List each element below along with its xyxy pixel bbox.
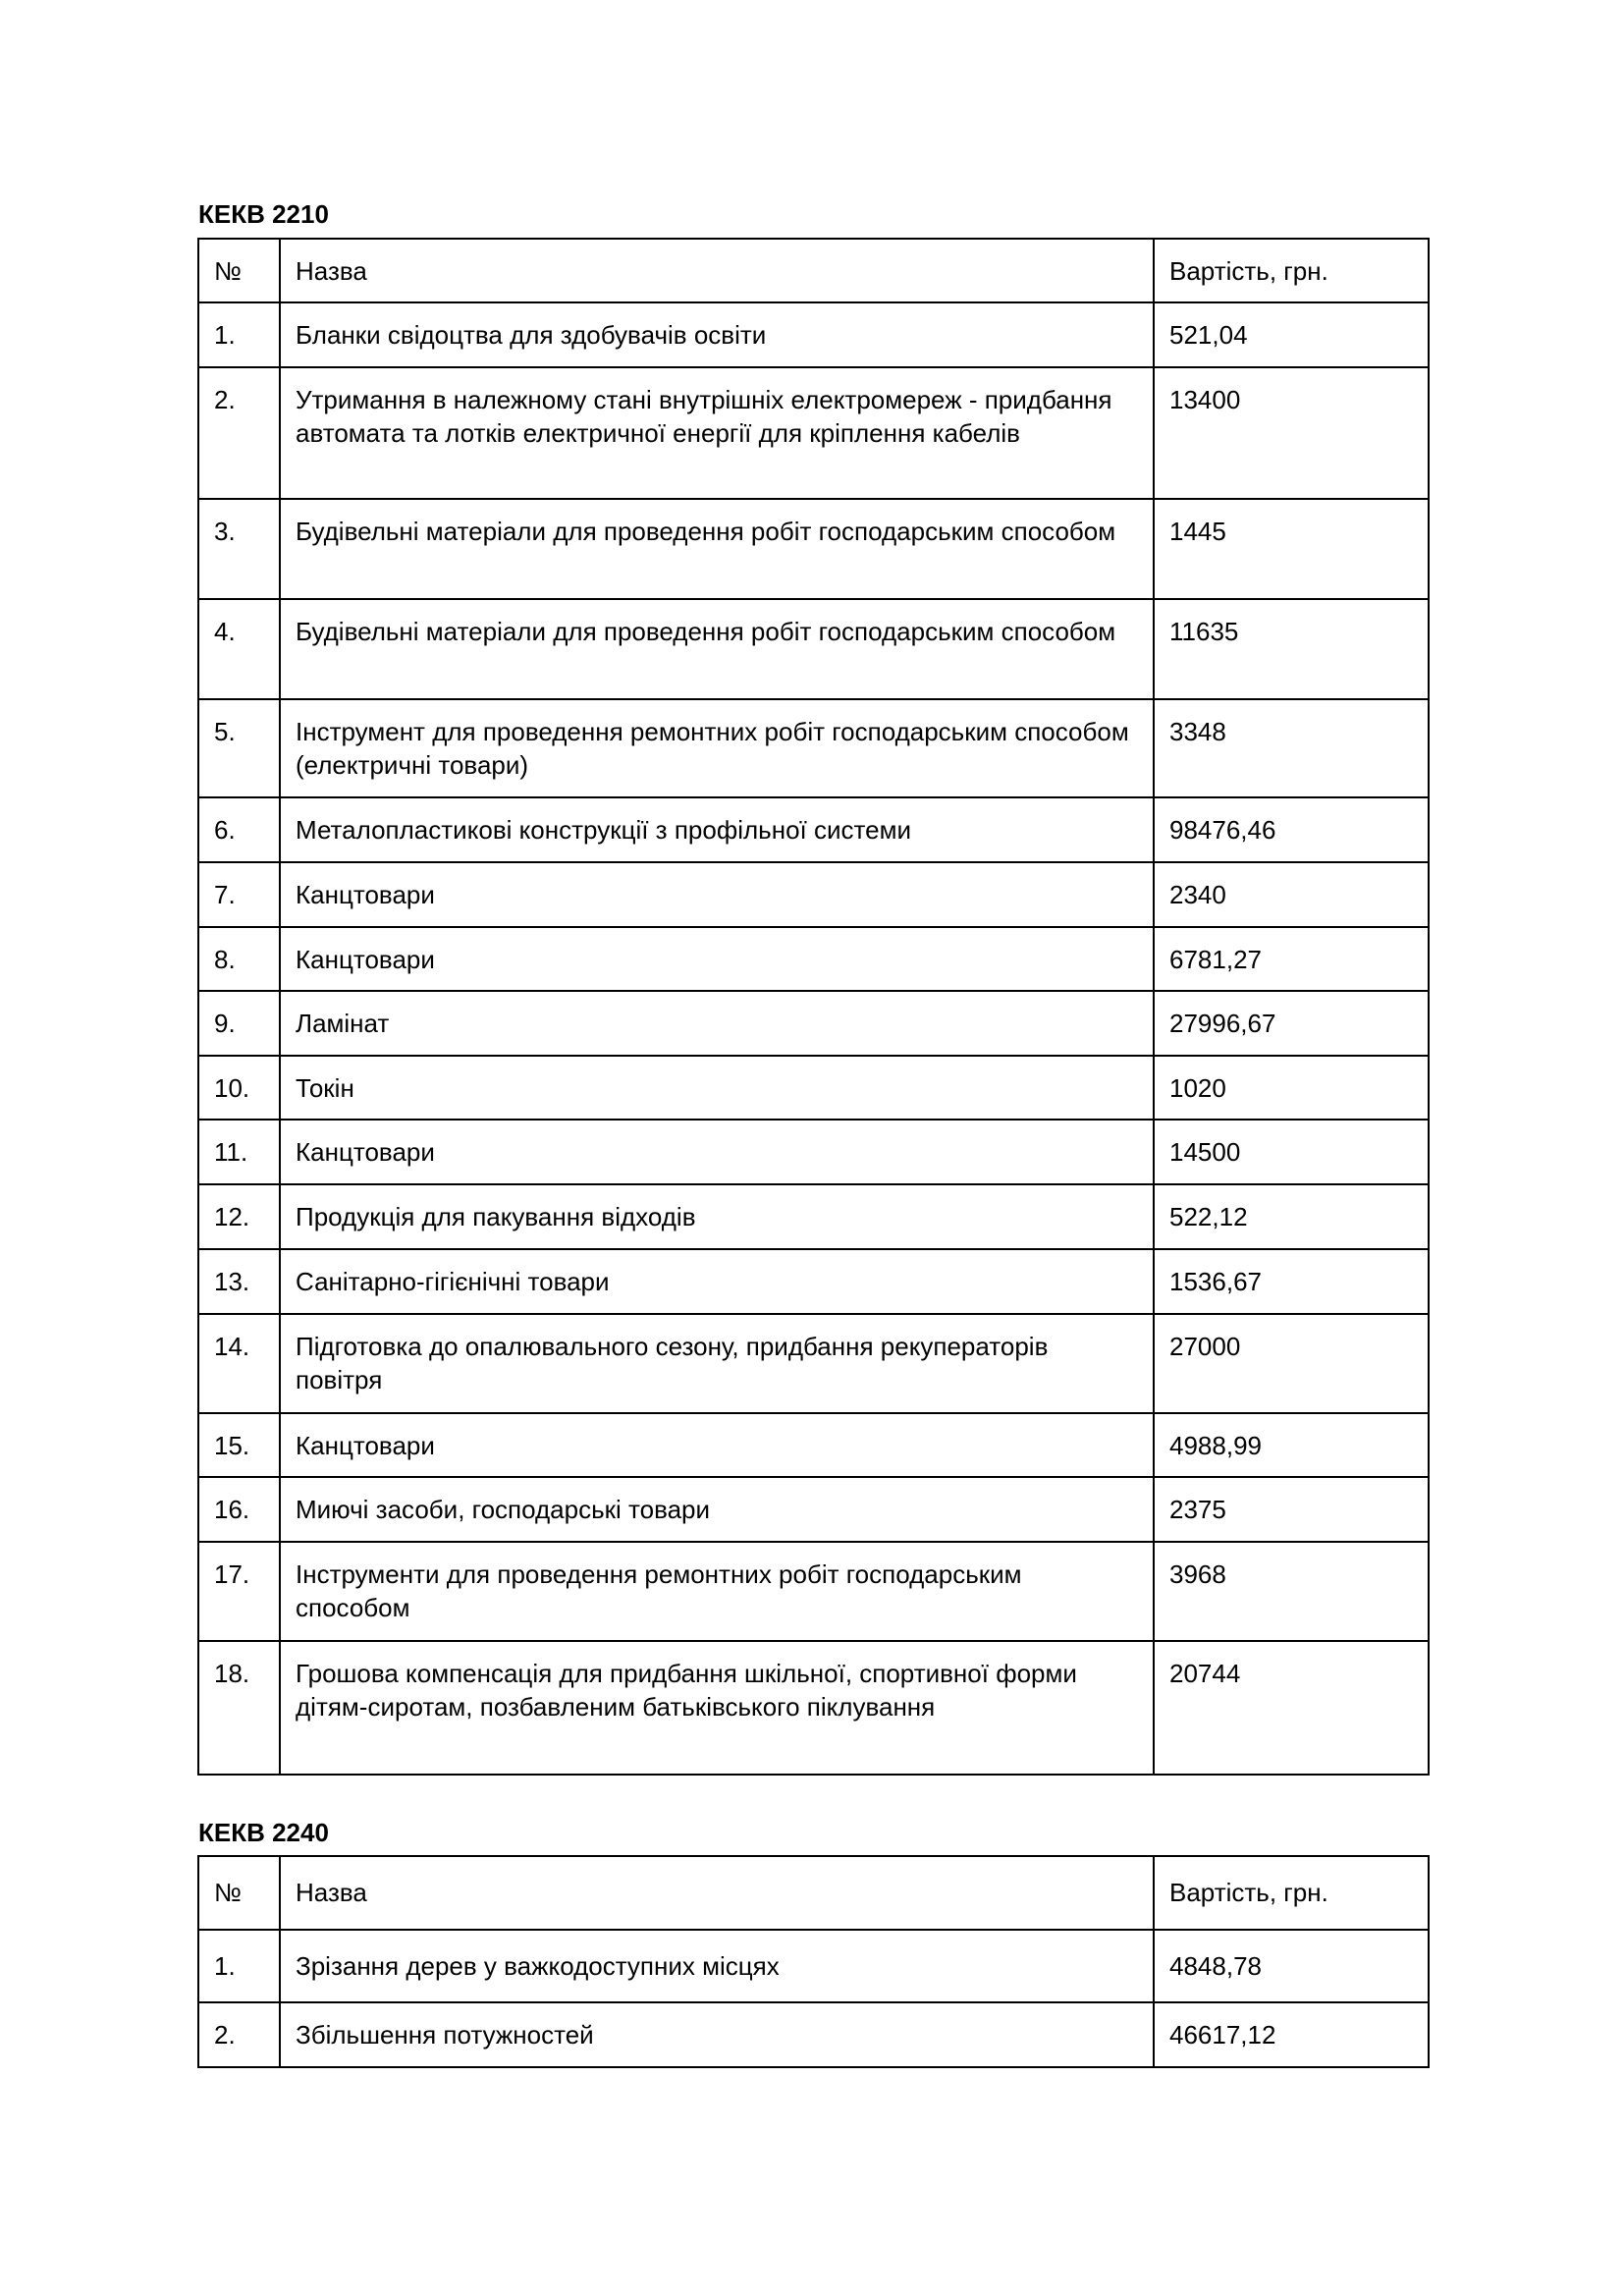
row-cost: 13400 [1154,367,1429,499]
row-name: Канцтовари [280,1413,1154,1477]
row-number: 7. [198,862,280,927]
kekv-2210-table [197,238,1430,1776]
row-cost: 1536,67 [1154,1249,1429,1314]
row-cost: 11635 [1154,599,1429,699]
row-name: Миючі засоби, господарські товари [280,1477,1154,1542]
row-name: Інструмент для проведення ремонтних робіт господарським способом (електричні товари) [280,699,1154,797]
row-cost: 3968 [1154,1542,1429,1641]
row-cost: 46617,12 [1154,2002,1429,2067]
row-cost: 3348 [1154,699,1429,797]
row-name: Продукція для пакування відходів [280,1184,1154,1249]
table-row [198,302,1429,367]
column-header-name: Назва [280,239,1154,302]
row-name: Ламінат [280,991,1154,1056]
row-number: 15. [198,1413,280,1477]
column-header-number: № [198,239,280,302]
row-cost: 2340 [1154,862,1429,927]
kekv-2240-table [197,1855,1430,2068]
table-header-row [198,1856,1429,1930]
column-header-cost: Вартість, грн. [1154,1856,1429,1930]
row-number: 14. [198,1314,280,1413]
row-number: 1. [198,1930,280,2002]
table-row [198,699,1429,797]
row-number: 10. [198,1056,280,1120]
row-cost: 4988,99 [1154,1413,1429,1477]
table-row [198,862,1429,927]
table-row [198,1120,1429,1184]
row-number: 11. [198,1120,280,1184]
table-row [198,1413,1429,1477]
row-number: 5. [198,699,280,797]
row-cost: 522,12 [1154,1184,1429,1249]
table-row [198,1314,1429,1413]
row-name: Канцтовари [280,927,1154,991]
row-name: Утримання в належному стані внутрішніх електромереж - придбання автомата та лотків електричної енергії для кріплення кабелів [280,367,1154,499]
row-name: Підготовка до опалювального сезону, придбання рекуператорів повітря [280,1314,1154,1413]
row-name: Канцтовари [280,1120,1154,1184]
row-cost: 27996,67 [1154,991,1429,1056]
row-cost: 2375 [1154,1477,1429,1542]
table-row [198,1930,1429,2002]
row-name: Збільшення потужностей [280,2002,1154,2067]
row-number: 17. [198,1542,280,1641]
row-name: Інструменти для проведення ремонтних робіт господарським способом [280,1542,1154,1641]
table-row [198,1641,1429,1775]
row-number: 1. [198,302,280,367]
row-number: 18. [198,1641,280,1775]
row-number: 16. [198,1477,280,1542]
row-number: 8. [198,927,280,991]
table-row [198,927,1429,991]
row-cost: 1445 [1154,499,1429,599]
row-name: Будівельні матеріали для проведення робіт господарським способом [280,499,1154,599]
row-cost: 6781,27 [1154,927,1429,991]
row-cost: 4848,78 [1154,1930,1429,2002]
row-name: Будівельні матеріали для проведення робіт господарським способом [280,599,1154,699]
section-title-kekv-2210: КЕКВ 2210 [198,199,329,229]
table-row [198,2002,1429,2067]
table-row [198,367,1429,499]
row-cost: 27000 [1154,1314,1429,1413]
column-header-name: Назва [280,1856,1154,1930]
row-number: 9. [198,991,280,1056]
row-cost: 521,04 [1154,302,1429,367]
row-name: Бланки свідоцтва для здобувачів освіти [280,302,1154,367]
row-name: Токін [280,1056,1154,1120]
row-number: 3. [198,499,280,599]
row-number: 2. [198,2002,280,2067]
table-header-row [198,239,1429,302]
table-row [198,1542,1429,1641]
table-row [198,991,1429,1056]
row-number: 13. [198,1249,280,1314]
row-cost: 98476,46 [1154,797,1429,862]
table-row [198,1477,1429,1542]
table-row [198,1249,1429,1314]
row-name: Санітарно-гігієнічні товари [280,1249,1154,1314]
table-row [198,599,1429,699]
row-cost: 1020 [1154,1056,1429,1120]
row-name: Канцтовари [280,862,1154,927]
column-header-number: № [198,1856,280,1930]
table-row [198,1184,1429,1249]
row-name: Грошова компенсація для придбання шкільної, спортивної форми дітям-сиротам, позбавленим батьківського піклування [280,1641,1154,1775]
row-name: Зрізання дерев у важкодоступних місцях [280,1930,1154,2002]
row-number: 4. [198,599,280,699]
row-name: Металопластикові конструкції з профільної системи [280,797,1154,862]
row-cost: 20744 [1154,1641,1429,1775]
row-cost: 14500 [1154,1120,1429,1184]
table-row [198,499,1429,599]
column-header-cost: Вартість, грн. [1154,239,1429,302]
table-row [198,797,1429,862]
section-title-kekv-2240: КЕКВ 2240 [198,1818,329,1847]
table-row [198,1056,1429,1120]
row-number: 2. [198,367,280,499]
row-number: 6. [198,797,280,862]
row-number: 12. [198,1184,280,1249]
